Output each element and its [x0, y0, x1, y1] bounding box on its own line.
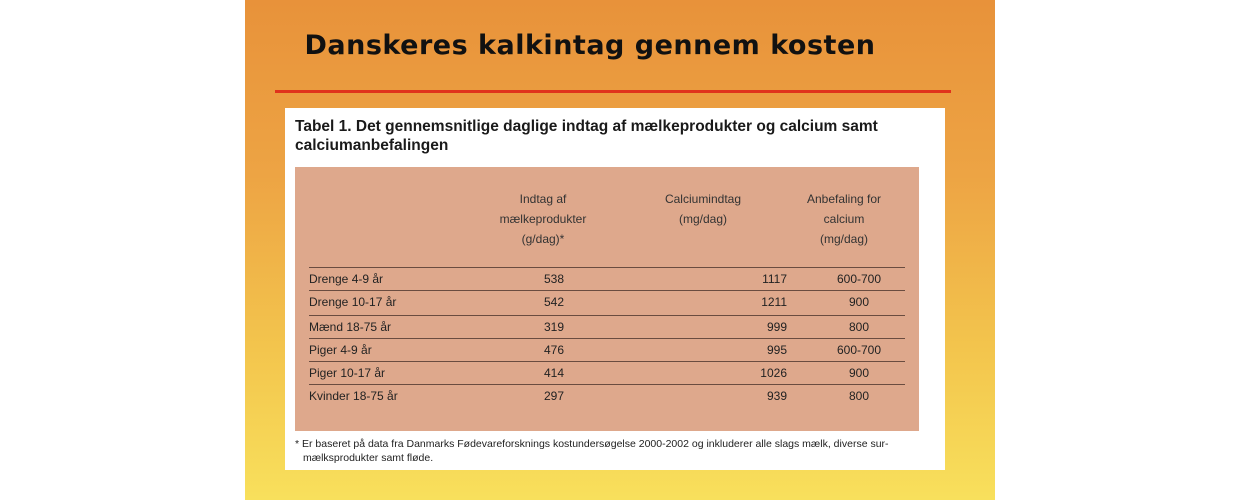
table-row: [309, 338, 905, 361]
row-label: Drenge 10-17 år: [309, 295, 397, 309]
recommendation-cell: 600-700: [836, 343, 882, 357]
table-row: [309, 361, 905, 384]
milk-intake-cell: 476: [543, 343, 565, 357]
table-row: [309, 315, 905, 338]
row-label: Kvinder 18-75 år: [309, 389, 398, 403]
table-row: [309, 384, 905, 407]
table-footnote: [295, 437, 935, 465]
calcium-intake-cell: 1211: [761, 295, 787, 309]
milk-intake-cell: 538: [543, 272, 565, 286]
footnote-line-2: mælksprodukter samt fløde.: [303, 452, 434, 464]
row-divider: [309, 338, 905, 339]
table-caption-line-2: calciumanbefalingen: [295, 137, 449, 154]
table-row: [309, 267, 905, 290]
column-header-calcium-recommendation: Anbefaling for calcium (mg/dag): [806, 192, 882, 246]
column-header-milk-intake: Indtag af mælkeprodukter (g/dag)*: [499, 192, 587, 246]
row-divider: [309, 290, 905, 291]
title-divider: [275, 90, 951, 93]
milk-intake-cell: 542: [543, 295, 565, 309]
recommendation-cell: 900: [848, 366, 870, 380]
row-divider: [309, 384, 905, 385]
calcium-intake-cell: 939: [766, 389, 787, 403]
row-label: Piger 4-9 år: [309, 343, 372, 357]
calcium-intake-cell: 995: [766, 343, 787, 357]
milk-intake-cell: 297: [543, 389, 565, 403]
calcium-intake-cell: 999: [766, 320, 787, 334]
calcium-intake-cell: 1117: [762, 272, 787, 286]
row-divider: [309, 361, 905, 362]
table-caption-line-1: Tabel 1. Det gennemsnitlige daglige indtag af mælkeprodukter og calcium samt: [295, 118, 878, 135]
slide: [245, 0, 995, 500]
recommendation-cell: 800: [848, 320, 870, 334]
milk-intake-cell: 414: [543, 366, 565, 380]
row-label: Mænd 18-75 år: [309, 320, 392, 334]
recommendation-cell: 900: [848, 295, 870, 309]
table-caption: [295, 117, 915, 155]
footnote-line-1: * Er baseret på data fra Danmarks Fødevareforsknings kostundersøgelse 2000-2002 og inkluderer alle slags mælk, diverse sur-: [295, 438, 889, 450]
row-label: Piger 10-17 år: [309, 366, 386, 380]
data-table: [295, 167, 919, 431]
table-document: [285, 108, 945, 470]
recommendation-cell: 800: [848, 389, 870, 403]
calcium-intake-cell: 1026: [760, 366, 787, 380]
row-label: Drenge 4-9 år: [309, 272, 384, 286]
milk-intake-cell: 319: [543, 320, 565, 334]
slide-title: Danskeres kalkintag gennem kosten: [304, 30, 876, 61]
row-divider: [309, 315, 905, 316]
column-header-calcium-intake: Calciumindtag (mg/dag): [664, 192, 742, 226]
table-row: [309, 290, 905, 313]
row-divider: [309, 267, 905, 268]
recommendation-cell: 600-700: [836, 272, 882, 286]
